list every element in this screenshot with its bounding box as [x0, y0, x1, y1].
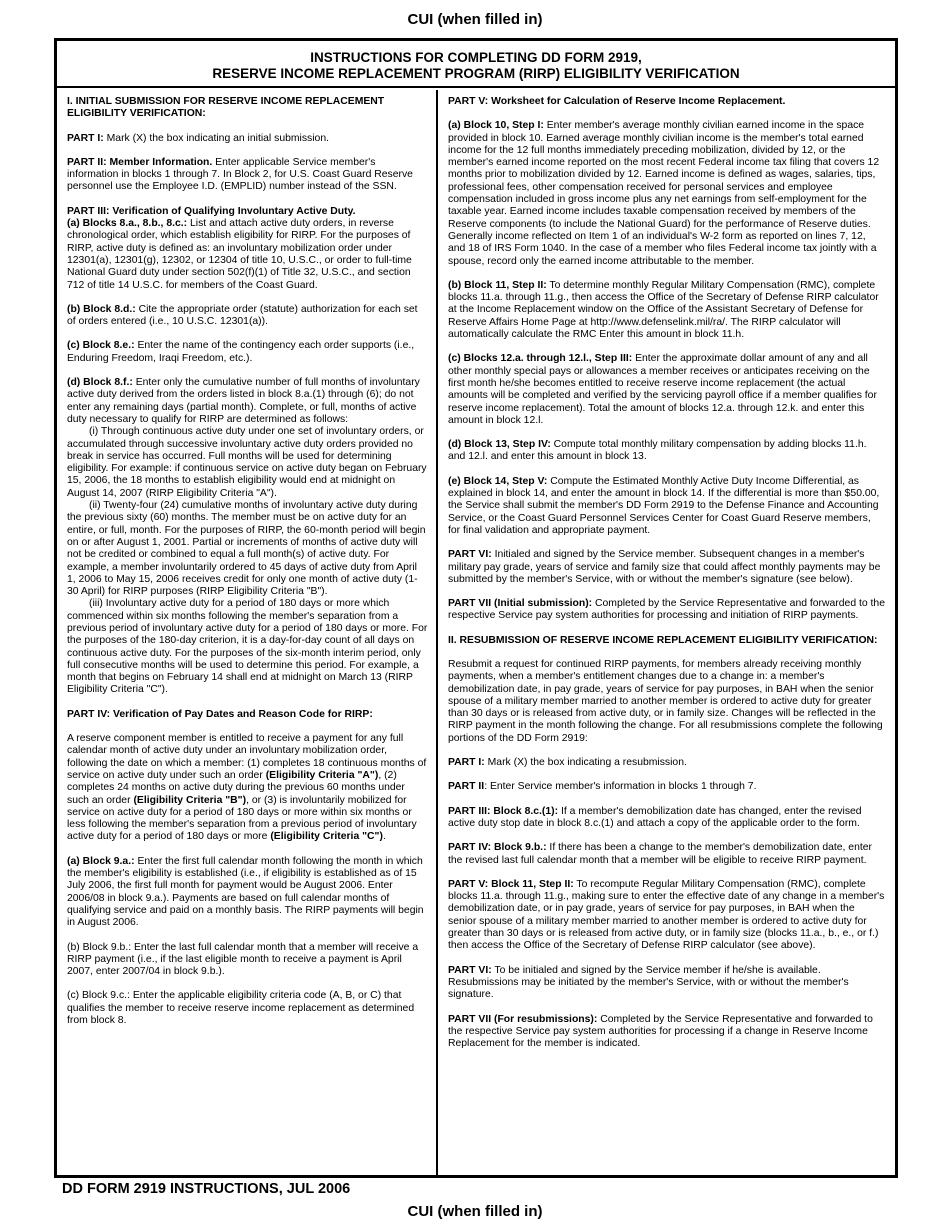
- part1-paragraph: [67, 133, 428, 145]
- resub-part1-label: PART I:: [448, 757, 485, 769]
- eligibility-criteria-a: (Eligibility Criteria "A"): [265, 769, 379, 781]
- resub-part3-text: If a member's demobilization date has changed, enter the revised active duty stop date in block 8.c.(1) and attach a copy of the applicable order to the form.: [448, 805, 862, 829]
- resub-part4-paragraph: [448, 842, 885, 867]
- part1-label: PART I:: [67, 132, 104, 144]
- part3c-text: Enter the name of the contingency each order supports (i.e., Enduring Freedom, Iraqi Freedom, etc.).: [67, 340, 415, 364]
- part3d-item-i: (i) Through continuous active duty under one set of involuntary orders, or accumulated through successive involuntary active duty orders provided no break in service has occurred. Full months will be used for determining eligibility. For example: if continuous service on active duty began on February 15, 2006, the 18 months to establish eligibility would end at midnight on August 14, 2007 (RIRP Eligibility Criteria "A").: [67, 426, 427, 499]
- part3-block: [67, 206, 428, 292]
- part4b-paragraph: (b) Block 9.b.: Enter the last full calendar month that a member will receive a RIRP payment (i.e., if the last eligible month to receive a payment is April 2007, enter 2007/04 in block 9.b.).: [67, 941, 419, 978]
- part4a-label: (a) Block 9.a.:: [67, 855, 135, 867]
- part3d-paragraph: [67, 377, 428, 426]
- resub-part5-label: PART V: Block 11, Step II:: [448, 878, 574, 890]
- resub-part2-text: : Enter Service member's information in blocks 1 through 7.: [484, 781, 757, 793]
- part3-heading: PART III: Verification of Qualifying Involuntary Active Duty.: [67, 205, 356, 217]
- eligibility-criteria-c: (Eligibility Criteria "C"): [270, 831, 383, 843]
- part5b-label: (b) Block 11, Step II:: [448, 279, 547, 291]
- part6-label: PART VI:: [448, 549, 492, 561]
- part2-paragraph: [67, 157, 428, 194]
- part5e-text: Compute the Estimated Monthly Active Duty Income Differential, as explained in block 14, and enter the amount in block 14. If the differential is more than $50.00, the Service shall submit the member's DD Form 2919 to the Defense Finance and Accounting Service, or the Coast Guard Personnel Services Center for Coast Guard Reserve members, for final validation and appropriate payment.: [448, 475, 880, 536]
- part3b-paragraph: [67, 304, 428, 329]
- part6-paragraph: [448, 549, 885, 586]
- part5b-text: To determine monthly Regular Military Compensation (RMC), complete blocks 11.a. through 11.g., then access the Office of the Secretary of Defense RIRP calculator at the Income Replacement window on the Office of the Assistant Secretary of Defense for Reserve Affairs Home Page at http://www.defenselink.mil/ra/. The RIRP calculator will automatically calculate the RMC Enter this amount in block 11.h.: [448, 279, 879, 341]
- resub-part6-text: To be initialed and signed by the Service member if he/she is available. Resubmissions may be initiated by the member's Service, with or without the member's signature.: [448, 964, 849, 1001]
- form-header: [57, 41, 895, 88]
- resub-part3-label: PART III: Block 8.c.(1):: [448, 805, 559, 817]
- section-2-title: II. RESUBMISSION OF RESERVE INCOME REPLACEMENT ELIGIBILITY VERIFICATION:: [448, 634, 878, 646]
- part4-text-3: , or (3) is involuntarily mobilized for service on active duty for a period of 180 days or more within six months or less following the member's separation from a previous period of involuntary active duty for a period of 180 days or more: [67, 794, 417, 843]
- part5d-label: (d) Block 13, Step IV:: [448, 439, 551, 451]
- eligibility-criteria-b: (Eligibility Criteria "B"): [133, 794, 247, 806]
- part5a-label: (a) Block 10, Step I:: [448, 120, 544, 132]
- part5e-paragraph: [448, 476, 885, 537]
- part7-paragraph: [448, 598, 885, 623]
- form-footer: DD FORM 2919 INSTRUCTIONS, JUL 2006: [62, 1181, 351, 1197]
- cui-top-label: CUI (when filled in): [407, 11, 543, 28]
- resub-part4-text: If there has been a change to the member's demobilization date, enter the revised last full calendar month that a member will be eligible to receive RIRP payment.: [448, 842, 872, 866]
- part5c-paragraph: [448, 353, 885, 427]
- part3d-text: Enter only the cumulative number of full months of involuntary active duty derived from the orders listed in block 8.a.(1) through (6); do not enter any remaining days (partial month). Complete, or full, months of active duty necessary to qualify for RIRP are determined as follows:: [67, 377, 420, 425]
- resub-part5-text: To recompute Regular Military Compensation (RMC), complete blocks 11.a. through 11.g., making sure to enter the effective date of any change in a member's demobilization date, or in pay grade, years of service for pay purposes, in BAH when the senior spouse of a military member married to another member is ordered to active duty for greater than 30 days or is released from active duty, or in family size (blocks 11.a., b., e., or f.) then access the Office of the Secretary of Defense RIRP calculator (see above).: [448, 878, 885, 952]
- part3d-item-iii: (iii) Involuntary active duty for a period of 180 days or more which commenced within six months following the member's separation from a previous period of involuntary active duty for a period of 180 days or more. For the purposes of the 180-day criterion, it is a day-for-day count of all days on continuous active duty. For the purposes of the six-month interim period, only full consecutive months will be used to determine this period. For example, a month that begins on February 14 shall end at midnight on March 13 (RIRP Eligibility Criteria "C").: [67, 598, 428, 696]
- resub-part4-label: PART IV: Block 9.b.:: [448, 842, 547, 854]
- part4-heading: [67, 709, 428, 721]
- resub-part3-paragraph: [448, 806, 885, 831]
- resub-part7-label: PART VII (For resubmissions):: [448, 1013, 598, 1025]
- part2-label: PART II: Member Information.: [67, 156, 213, 168]
- part7-text: Completed by the Service Representative and forwarded to the respective Service pay system authorities for processing and initiation of RIRP payments.: [448, 598, 885, 622]
- part4-text-2: , (2) completes 24 months on active duty during the previous 60 months under such an order: [67, 769, 405, 806]
- part4a-text: Enter the first full calendar month following the month in which the member's eligibility is established (i.e., if eligibility is established as of 15 July 2006, the first full month for payment would be August 2006. Enter 2006/08 in block 9.a.). Payments are based on full calendar months of qualifying service and paid on a monthly basis. The RIRP payments will begin in August 2006.: [67, 855, 424, 929]
- resub-part6-paragraph: [448, 965, 885, 1002]
- part3a-label: (a) Blocks 8.a., 8.b., 8.c.:: [67, 218, 188, 230]
- part5a-text: Enter member's average monthly civilian earned income in the space provided in block 10. Earned average monthly civilian income is the member's total earned income for the 12 full months immediately preceding mobilization, divided by 12, or the member's earned income reported on the most recent Federal income tax filing that covers 12 months prior to mobilization divided by 12. Earned income is defined as wages, salaries, tips, professional fees, other compensation received for personal services and employee compensation included in gross income plus any net earnings from self-employment for the taxable year. Earned income includes taxable compensation received by members of the Reserve components (to include the National Guard) for the performance of Reserve duties. Generally income reflected on Item 1 of an individual's W-2 form as reported on lines 7, 12, and 18 of IRS Form 1040. In the case of a member who files Federal income tax jointly with a spouse, record only the earned income attributable to the member.: [448, 120, 880, 267]
- part3b-text: Cite the appropriate order (statute) authorization for each set of orders entered (i.e., 10 U.S.C. 12301(a)).: [67, 303, 418, 328]
- resubmit-paragraph: Resubmit a request for continued RIRP payments, for members already receiving monthly payments, when a member's entitlement changes due to a change in: a member's demobilization date, in pay grade, years of service for pay purposes, in BAH when the senior spouse of a military member married to another member is ordered to active duty for greater than 30 days or is released from active duty, or in family size. Changes will be reflected in the RIRP payment in the month following the change. For all resubmissions complete the following portions of the DD Form 2919:: [448, 658, 883, 744]
- part4-paragraph: [67, 733, 428, 844]
- part3b-label: (b) Block 8.d.:: [67, 303, 136, 315]
- left-column: [57, 90, 438, 1175]
- part5b-paragraph: [448, 280, 885, 341]
- part7-label: PART VII (Initial submission):: [448, 598, 593, 610]
- section-1-title: I. INITIAL SUBMISSION FOR RESERVE INCOME REPLACEMENT ELIGIBILITY VERIFICATION:: [67, 96, 385, 120]
- part4c-paragraph: (c) Block 9.c.: Enter the applicable eligibility criteria code (A, B, or C) that qualifies the member to receive reserve income replacement as determined from block 8.: [67, 990, 415, 1026]
- header-line-1: INSTRUCTIONS FOR COMPLETING DD FORM 2919,: [310, 50, 642, 65]
- part4-heading-text: PART IV: Verification of Pay Dates and Reason Code for RIRP:: [67, 708, 373, 720]
- resub-part7-paragraph: [448, 1014, 885, 1051]
- resub-part1-paragraph: [448, 757, 885, 769]
- part5c-text: Enter the approximate dollar amount of any and all other monthly special pays or allowances a member receives or anticipates receiving on the first month he/she becomes entitled to receive reserve income replacement (the actual amounts will be completed and verified by the servicing payroll office if a member qualifies for reserve income replacement). Total the amount of blocks 12.a. through 12.k. and enter this amount in block 12.l.: [448, 353, 877, 426]
- resub-part6-label: PART VI:: [448, 964, 492, 976]
- part3d-label: (d) Block 8.f.:: [67, 377, 133, 389]
- part4-text-1: A reserve component member is entitled to receive a payment for any full calendar month of active duty under an involuntary mobilization order, following the date on which a member: (1) completes 18 continuous months of service on active duty under such an order: [67, 733, 427, 781]
- part5d-paragraph: [448, 439, 885, 464]
- resub-part5-paragraph: [448, 879, 885, 953]
- part1-text: Mark (X) the box indicating an initial submission.: [103, 132, 329, 144]
- part2-text: Enter applicable Service member's information in blocks 1 through 7. In Block 2, for U.S. Coast Guard Reserve personnel use the Employee I.D. (EMPLID) number instead of the SSN.: [67, 156, 413, 193]
- part3c-label: (c) Block 8.e.:: [67, 340, 135, 352]
- part5a-paragraph: [448, 120, 885, 268]
- part4-text-4: .: [382, 831, 386, 843]
- resub-part7-text: Completed by the Service Representative and forwarded to the respective Service pay system authorities for processing if a change in Reserve Income Replacement for the member is indicated.: [448, 1013, 873, 1050]
- cui-bottom-label: CUI (when filled in): [407, 1203, 543, 1220]
- part3a-text: List and attach active duty orders, in reverse chronological order, which establish eligibility for RIRP. For the purposes of RIRP, active duty is defined as: an involuntary mobilization order under 12301(a), 12301(g), 12302, or 12304 of title 10, U.S.C., or order to full-time National Guard duty under section 502(f)(1) of Title 32, U.S.C., and section 712 of title 14 U.S.C. for members of the Coast Guard.: [67, 218, 412, 291]
- part3d-block: [67, 377, 428, 697]
- resub-part1-text: Mark (X) the box indicating a resubmission.: [484, 757, 687, 769]
- instructions-frame: [54, 38, 898, 1178]
- part6-text: Initialed and signed by the Service member. Subsequent changes in a member's military pay grade, years of service and family size that could affect monthly payments may be submitted by the member's Service, with or without the member's signature (see below).: [448, 549, 881, 585]
- part3c-paragraph: [67, 340, 428, 365]
- right-column: [438, 90, 895, 1175]
- part4a-paragraph: [67, 856, 428, 930]
- header-line-2: RESERVE INCOME REPLACEMENT PROGRAM (RIRP) ELIGIBILITY VERIFICATION: [212, 66, 740, 81]
- part5d-text: Compute total monthly military compensation by adding blocks 11.h. and 12.l. and enter this amount in block 13.: [448, 439, 867, 463]
- part5e-label: (e) Block 14, Step V:: [448, 475, 548, 487]
- resub-part2-label: PART II: [448, 781, 485, 793]
- part5-heading: PART V: Worksheet for Calculation of Reserve Income Replacement.: [448, 96, 786, 107]
- resub-part2-paragraph: [448, 781, 885, 793]
- part5c-label: (c) Blocks 12.a. through 12.l., Step III:: [448, 353, 633, 365]
- part3d-item-ii: (ii) Twenty-four (24) cumulative months of involuntary active duty during the previous sixty (60) months. The member must be on active duty for an entire, or full, month. For the purposes of RIRP, the 60-month period will begin on or after August 1, 2001. Partial or increments of months of active duty will not be credited or combined to equal a full month(s) of active duty. For example, a member involuntarily ordered to 45 days of active duty from April 1, 2006 to May 15, 2006 receives credit for only one month of active duty (1-30 April) for RIRP purposes (RIRP Eligibility Criteria "B").: [67, 500, 426, 598]
